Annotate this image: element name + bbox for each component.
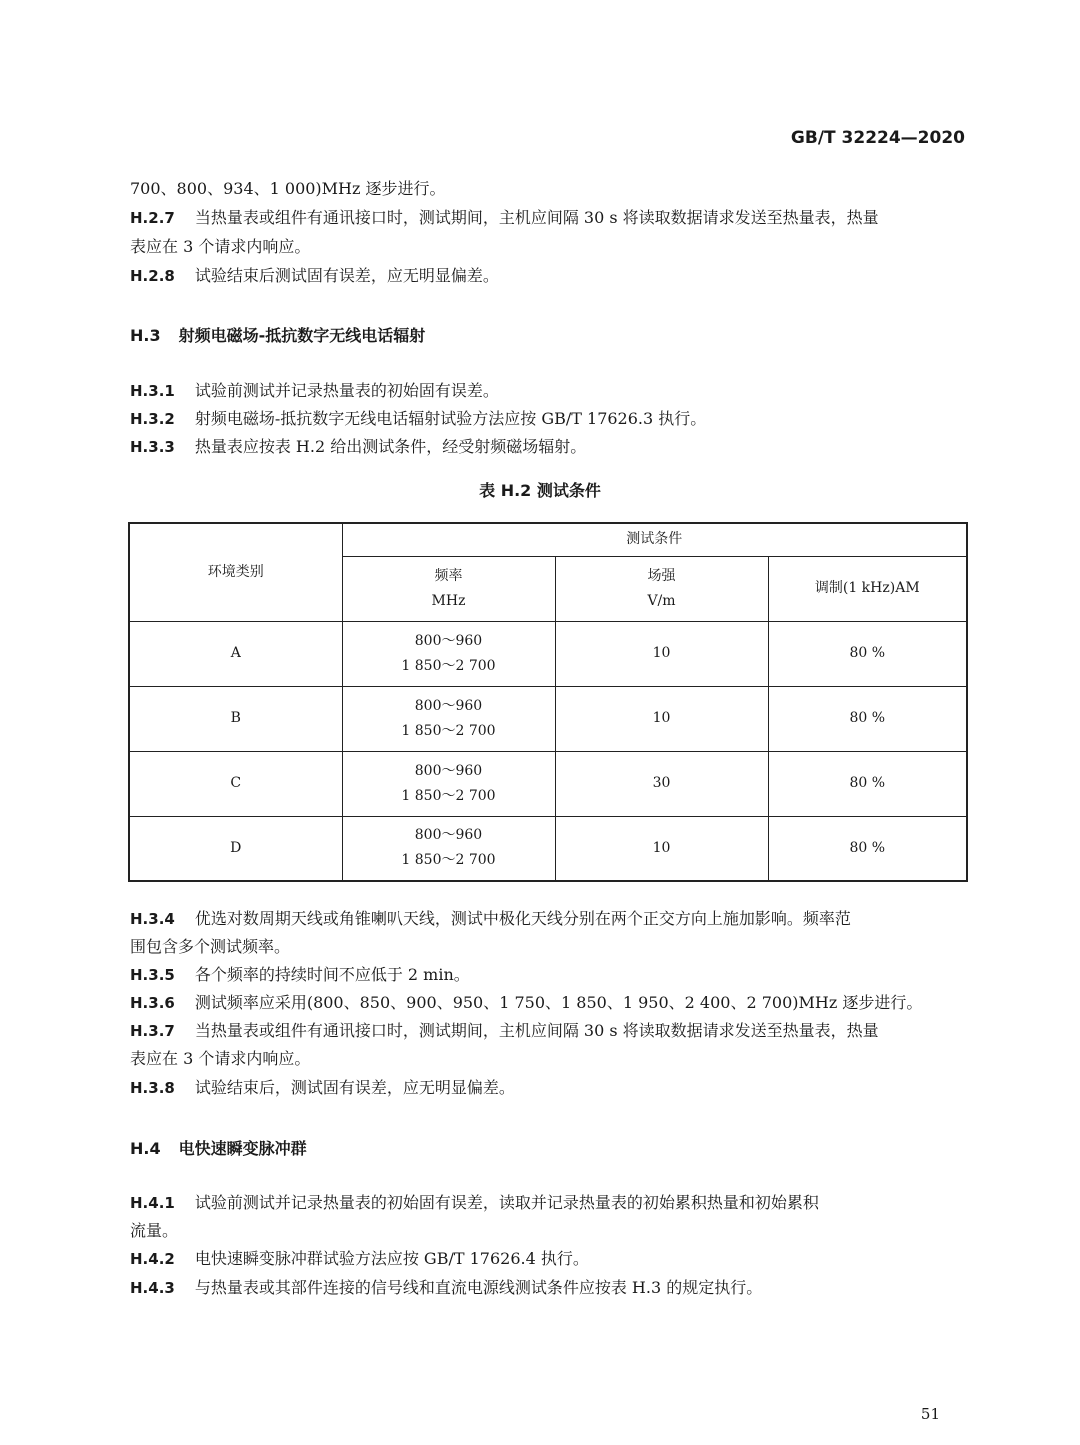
- paragraph-text: 试验结束后测试固有误差，应无明显偏差。: [194, 266, 499, 285]
- paragraph-line: [130, 992, 922, 1014]
- section-title: 射频电磁场-抵抗数字无线电话辐射: [178, 326, 426, 345]
- paragraph-line: [130, 1248, 589, 1270]
- clause-number: H.3.3: [130, 438, 175, 456]
- env-cell: A: [129, 621, 342, 686]
- header-frequency-label: 频率: [434, 567, 463, 584]
- header-modulation: 调制(1 kHz)AM: [768, 556, 967, 621]
- paragraph-text: 表应在 3 个请求内响应。: [130, 1049, 311, 1068]
- frequency-range-1: 800～960: [414, 827, 483, 844]
- paragraph-line: [130, 178, 446, 200]
- table-row: [129, 686, 967, 751]
- section-title: 电快速瞬变脉冲群: [178, 1139, 307, 1158]
- test-conditions-table: [128, 522, 968, 882]
- paragraph-line: [130, 1020, 879, 1042]
- page-number: 51: [920, 1405, 940, 1423]
- paragraph-line: [130, 1077, 515, 1099]
- paragraph-line: [130, 236, 310, 258]
- section-heading: [130, 1136, 307, 1159]
- clause-number: H.4.2: [130, 1250, 175, 1268]
- header-field-unit: V/m: [647, 592, 676, 609]
- clause-number: H.3.6: [130, 994, 175, 1012]
- modulation-cell: 80 %: [768, 686, 967, 751]
- clause-number: H.2.7: [130, 209, 175, 227]
- field-strength-cell: 10: [555, 621, 768, 686]
- frequency-range-2: 1 850～2 700: [401, 787, 496, 804]
- paragraph-line: [130, 1192, 819, 1214]
- table-row: [129, 751, 967, 816]
- clause-number: H.3.8: [130, 1079, 175, 1097]
- clause-number: H.2.8: [130, 267, 175, 285]
- paragraph-text: 表应在 3 个请求内响应。: [130, 237, 311, 256]
- paragraph-text: 流量。: [130, 1221, 179, 1240]
- clause-number: H.3.1: [130, 382, 175, 400]
- frequency-cell: [342, 621, 555, 686]
- clause-number: H.4.3: [130, 1279, 175, 1297]
- paragraph-line: [130, 265, 499, 287]
- clause-number: H.3.2: [130, 410, 175, 428]
- paragraph-line: [130, 1220, 178, 1242]
- paragraph-text: 700、800、934、1 000)MHz 逐步进行。: [130, 179, 446, 198]
- table-title: 表 H.2 测试条件: [479, 481, 601, 500]
- modulation-cell: 80 %: [768, 621, 967, 686]
- frequency-range-2: 1 850～2 700: [401, 852, 496, 869]
- paragraph-line: [130, 207, 879, 229]
- header-field-label: 场强: [647, 567, 676, 584]
- frequency-range-1: 800～960: [414, 697, 483, 714]
- paragraph-text: 围包含多个测试频率。: [130, 937, 291, 956]
- paragraph-text: 射频电磁场-抵抗数字无线电话辐射试验方法应按 GB/T 17626.3 执行。: [194, 409, 707, 428]
- frequency-cell: [342, 816, 555, 881]
- paragraph-line: [130, 1048, 310, 1070]
- paragraph-text: 电快速瞬变脉冲群试验方法应按 GB/T 17626.4 执行。: [194, 1249, 589, 1268]
- paragraph-text: 当热量表或组件有通讯接口时，测试期间，主机应间隔 30 s 将读取数据请求发送至热量表，热量: [194, 1021, 879, 1040]
- paragraph-text: 试验前测试并记录热量表的初始固有误差。: [194, 381, 499, 400]
- paragraph-line: [130, 964, 470, 986]
- frequency-range-2: 1 850～2 700: [401, 657, 496, 674]
- paragraph-text: 各个频率的持续时间不应低于 2 min。: [194, 965, 470, 984]
- document-id: GB/T 32224—2020: [790, 128, 965, 148]
- table-row: [129, 621, 967, 686]
- paragraph-text: 优选对数周期天线或角锥喇叭天线，测试中极化天线分别在两个正交方向上施加影响。频率范: [194, 909, 851, 928]
- frequency-range-2: 1 850～2 700: [401, 722, 496, 739]
- header-frequency-unit: MHz: [431, 592, 466, 609]
- field-strength-cell: 30: [555, 751, 768, 816]
- paragraph-text: 当热量表或组件有通讯接口时，测试期间，主机应间隔 30 s 将读取数据请求发送至热量表，热量: [194, 208, 879, 227]
- clause-number: H.3.7: [130, 1022, 175, 1040]
- section-heading: [130, 323, 425, 346]
- paragraph-line: [130, 908, 851, 930]
- clause-number: H.3.4: [130, 910, 175, 928]
- field-strength-cell: 10: [555, 816, 768, 881]
- paragraph-text: 测试频率应采用(800、850、900、950、1 750、1 850、1 950、2 400、2 700)MHz 逐步进行。: [194, 993, 923, 1012]
- paragraph-text: 试验前测试并记录热量表的初始固有误差，读取并记录热量表的初始累积热量和初始累积: [194, 1193, 819, 1212]
- paragraph-text: 热量表应按表 H.2 给出测试条件，经受射频磁场辐射。: [194, 437, 587, 456]
- paragraph-text: 与热量表或其部件连接的信号线和直流电源线测试条件应按表 H.3 的规定执行。: [194, 1278, 763, 1297]
- env-cell: C: [129, 751, 342, 816]
- header-field-strength: [555, 556, 768, 621]
- clause-number: H.4.1: [130, 1194, 175, 1212]
- env-cell: D: [129, 816, 342, 881]
- section-number: H.4: [130, 1139, 161, 1158]
- frequency-cell: [342, 686, 555, 751]
- modulation-cell: 80 %: [768, 816, 967, 881]
- frequency-range-1: 800～960: [414, 632, 483, 649]
- header-env-category: 环境类别: [129, 523, 342, 621]
- frequency-cell: [342, 751, 555, 816]
- table-row: [129, 816, 967, 881]
- clause-number: H.3.5: [130, 966, 175, 984]
- frequency-range-1: 800～960: [414, 762, 483, 779]
- paragraph-text: 试验结束后，测试固有误差，应无明显偏差。: [194, 1078, 515, 1097]
- header-test-conditions: 测试条件: [342, 523, 967, 556]
- paragraph-line: [130, 436, 586, 458]
- paragraph-line: [130, 380, 499, 402]
- field-strength-cell: 10: [555, 686, 768, 751]
- paragraph-line: [130, 408, 706, 430]
- section-number: H.3: [130, 326, 161, 345]
- env-cell: B: [129, 686, 342, 751]
- modulation-cell: 80 %: [768, 751, 967, 816]
- paragraph-line: [130, 1277, 762, 1299]
- header-frequency: [342, 556, 555, 621]
- paragraph-line: [130, 936, 290, 958]
